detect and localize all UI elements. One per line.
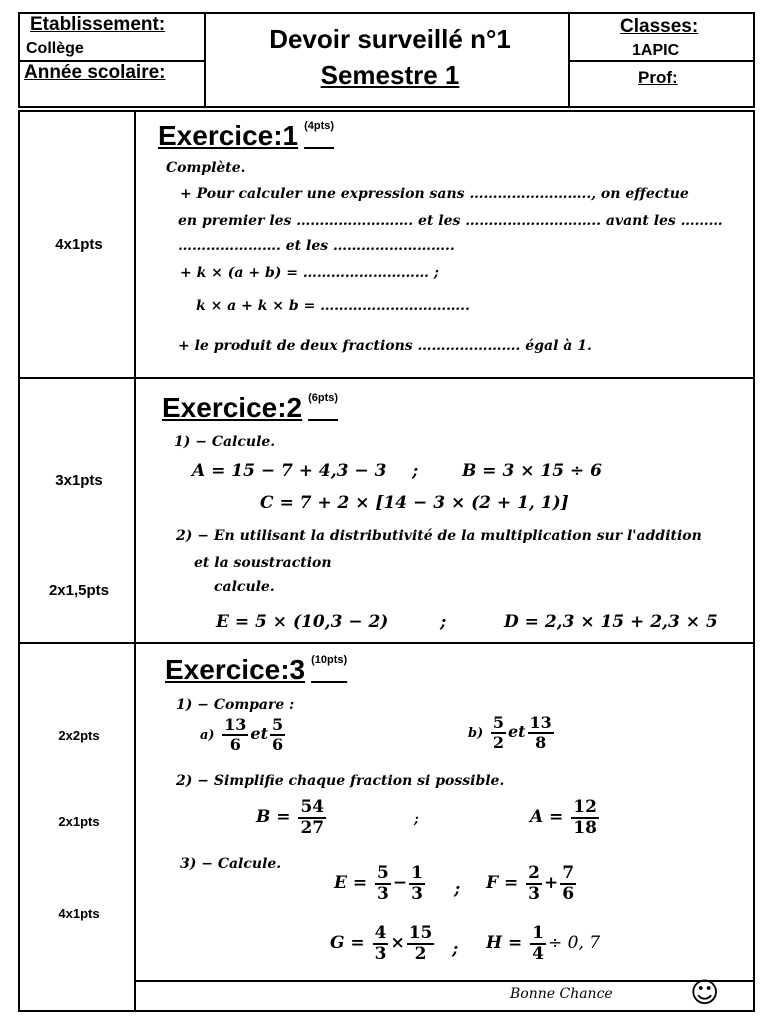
compare-b: b) $\frac{5}{2}$ et $\frac{13}{8}$ bbox=[468, 713, 552, 752]
expression-h-fractions: H = $\frac{1}{4}$ ÷ 0, 7 bbox=[486, 923, 601, 964]
expression-a: A = 15 − 7 + 4,3 − 3 bbox=[192, 461, 387, 481]
exercise-2-question-2-calc: calcule. bbox=[214, 579, 275, 595]
exercise-1-title: Exercice:1 $^{(4pts)}$ bbox=[158, 120, 335, 151]
exercise-3-margin-points-2: 2x1pts bbox=[58, 814, 100, 829]
exercise-1-points: (4pts) bbox=[304, 120, 335, 132]
expression-e: E = 5 × (10,3 − 2) bbox=[216, 612, 389, 632]
expression-g-fractions: G = $\frac{4}{3}$ × $\frac{15}{2}$ bbox=[330, 923, 433, 964]
exercise-1-line-4: …………………. et les …………………….. bbox=[178, 238, 455, 254]
fraction-b: B = $\frac{54}{27}$ bbox=[256, 797, 325, 838]
separator: ; bbox=[452, 939, 459, 959]
separator: ; bbox=[440, 612, 447, 632]
exercise-2-margin-points-2: 2x1,5pts bbox=[48, 582, 110, 599]
exercise-3-question-1: 1) − Compare : bbox=[176, 697, 295, 713]
exercise-2-question-2: 2) − En utilisant la distributivité de la multiplication sur l'addition bbox=[176, 528, 702, 544]
exercise-2-margin-points-1: 3x1pts bbox=[55, 472, 103, 489]
exercise-1-line-6: k × a + k × b = ………………………….. bbox=[196, 298, 470, 314]
header-divider-h-right bbox=[568, 60, 755, 62]
exercise-3-question-3: 3) − Calcule. bbox=[180, 856, 282, 872]
classes-label: Classes: bbox=[620, 16, 699, 37]
page-title: Devoir surveillé n°1 bbox=[269, 24, 511, 54]
exercise-1-instruction: Complète. bbox=[166, 160, 246, 176]
expression-d: D = 2,3 × 15 + 2,3 × 5 bbox=[504, 612, 718, 632]
separator: ; bbox=[412, 461, 419, 481]
exercise-1-line-7: + le produit de deux fractions …………………. égal à 1. bbox=[178, 338, 592, 354]
expression-e-fractions: E = $\frac{5}{3}$ − $\frac{1}{3}$ bbox=[334, 863, 423, 904]
fraction-a: A = $\frac{12}{18}$ bbox=[530, 797, 597, 838]
footer-divider bbox=[134, 980, 755, 982]
prof-label: Prof: bbox=[638, 68, 678, 87]
smiley-icon: ☺ bbox=[690, 976, 720, 1009]
annee-scolaire-label: Année scolaire: bbox=[24, 62, 166, 83]
exercise-1-line-5: + k × (a + b) = ……………………… ; bbox=[180, 265, 439, 281]
expression-b: B = 3 × 15 ÷ 6 bbox=[462, 461, 602, 481]
classes-value: 1APIC bbox=[632, 42, 680, 59]
separator: ; bbox=[414, 812, 419, 827]
exercise-3-title: Exercice:3 $^{(10pts)}$ bbox=[165, 654, 348, 685]
exercise-3-margin-points-1: 2x2pts bbox=[58, 728, 100, 743]
exercise-3-question-2: 2) − Simplifie chaque fraction si possible. bbox=[176, 773, 505, 789]
expression-c: C = 7 + 2 × [14 − 3 × (2 + 1, 1)] bbox=[260, 493, 569, 513]
exercise-2-points: (6pts) bbox=[308, 392, 339, 404]
exercise-3-margin-points-3: 4x1pts bbox=[58, 906, 100, 921]
exercise-1-line-3: en premier les ……………………. et les ……………………….. avant les ……… bbox=[178, 213, 723, 229]
exercise-2-question-2-cont: et la soustraction bbox=[194, 555, 332, 571]
exercise-1-line-2: + Pour calculer une expression sans …………………….., on effectue bbox=[180, 186, 689, 202]
section-divider-1 bbox=[18, 377, 755, 379]
compare-a: a) $\frac{13}{6}$ et $\frac{5}{6}$ bbox=[200, 715, 284, 754]
bonne-chance-text: Bonne Chance bbox=[510, 986, 613, 1002]
etablissement-label: Etablissement: bbox=[30, 14, 166, 35]
etablissement-value: Collège bbox=[26, 40, 84, 57]
page-subtitle: Semestre 1 bbox=[320, 60, 460, 90]
exercise-2-title: Exercice:2 $^{(6pts)}$ bbox=[162, 392, 339, 423]
section-divider-2 bbox=[18, 642, 755, 644]
exercise-1-margin-points: 4x1pts bbox=[55, 236, 103, 253]
expression-f-fractions: F = $\frac{2}{3}$ + $\frac{7}{6}$ bbox=[486, 863, 575, 904]
exercise-2-question-1: 1) − Calcule. bbox=[174, 434, 276, 450]
separator: ; bbox=[454, 879, 461, 899]
exercise-3-points: (10pts) bbox=[311, 654, 348, 666]
